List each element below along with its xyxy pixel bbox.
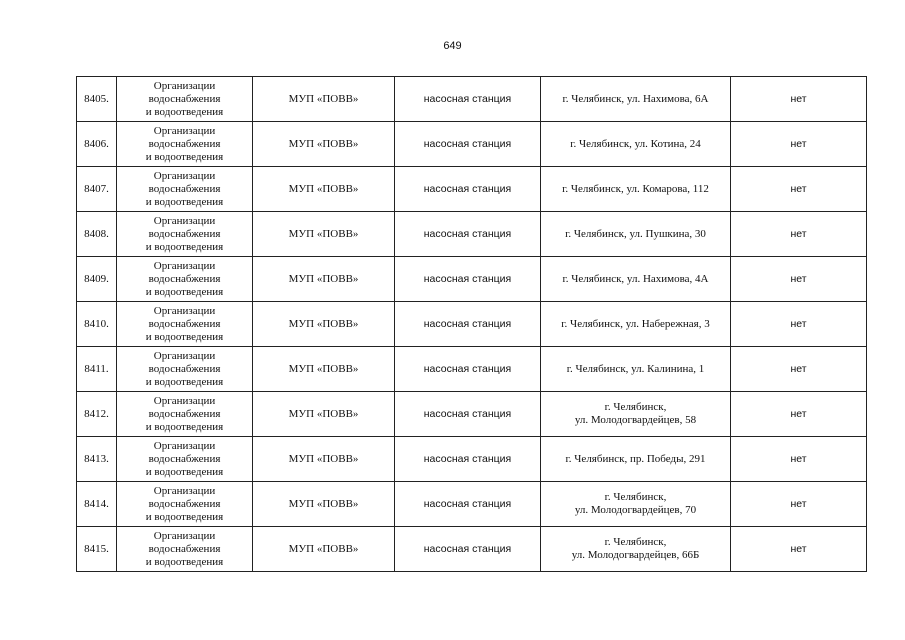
category-cell bbox=[117, 347, 253, 392]
organization-cell: МУП «ПОВВ» bbox=[253, 77, 395, 122]
table-row bbox=[77, 347, 867, 392]
category-line: Организации bbox=[153, 124, 216, 137]
category-line: Организации bbox=[153, 79, 216, 92]
category-cell bbox=[117, 302, 253, 347]
table-row bbox=[77, 257, 867, 302]
object-type-cell: насосная станция bbox=[395, 392, 541, 437]
category-cell bbox=[117, 392, 253, 437]
registry-table-body bbox=[77, 77, 867, 572]
organization-cell: МУП «ПОВВ» bbox=[253, 482, 395, 527]
category-line: и водоотведения bbox=[145, 150, 224, 163]
category-line: и водоотведения bbox=[145, 285, 224, 298]
category-line: водоснабжения bbox=[148, 542, 221, 555]
page-number: 649 bbox=[443, 40, 462, 52]
organization-cell: МУП «ПОВВ» bbox=[253, 527, 395, 572]
category-cell bbox=[117, 437, 253, 482]
category-line: Организации bbox=[153, 169, 216, 182]
object-type-cell: насосная станция bbox=[395, 527, 541, 572]
object-type-cell: насосная станция bbox=[395, 302, 541, 347]
row-number: 8415. bbox=[77, 527, 117, 572]
category-line: водоснабжения bbox=[148, 92, 221, 105]
category-line: водоснабжения bbox=[148, 452, 221, 465]
category-line: водоснабжения bbox=[148, 227, 221, 240]
category-cell bbox=[117, 212, 253, 257]
object-type-cell: насосная станция bbox=[395, 257, 541, 302]
address-cell bbox=[541, 302, 731, 347]
organization-cell: МУП «ПОВВ» bbox=[253, 437, 395, 482]
flag-cell: нет bbox=[731, 212, 867, 257]
category-line: Организации bbox=[153, 259, 216, 272]
object-type-cell: насосная станция bbox=[395, 122, 541, 167]
row-number: 8407. bbox=[77, 167, 117, 212]
table-row bbox=[77, 527, 867, 572]
address-line: г. Челябинск, ул. Нахимова, 4А bbox=[562, 272, 709, 285]
address-line: г. Челябинск, bbox=[604, 491, 667, 503]
address-line: г. Челябинск, ул. Набережная, 3 bbox=[561, 317, 710, 330]
address-line: ул. Молодогвардейцев, 58 bbox=[574, 414, 697, 426]
flag-cell: нет bbox=[731, 482, 867, 527]
category-cell bbox=[117, 167, 253, 212]
category-line: водоснабжения bbox=[148, 317, 221, 330]
table-row bbox=[77, 167, 867, 212]
address-line: ул. Молодогвардейцев, 66Б bbox=[571, 549, 700, 561]
address-line: г. Челябинск, bbox=[604, 401, 667, 413]
row-number: 8406. bbox=[77, 122, 117, 167]
category-cell bbox=[117, 482, 253, 527]
table-row bbox=[77, 437, 867, 482]
flag-cell: нет bbox=[731, 437, 867, 482]
category-line: водоснабжения bbox=[148, 272, 221, 285]
row-number: 8408. bbox=[77, 212, 117, 257]
category-cell bbox=[117, 257, 253, 302]
flag-cell: нет bbox=[731, 527, 867, 572]
category-line: Организации bbox=[153, 349, 216, 362]
table-row bbox=[77, 122, 867, 167]
object-type-cell: насосная станция bbox=[395, 77, 541, 122]
category-line: Организации bbox=[153, 304, 216, 317]
category-line: водоснабжения bbox=[148, 407, 221, 420]
row-number: 8410. bbox=[77, 302, 117, 347]
object-type-cell: насосная станция bbox=[395, 167, 541, 212]
address-line: г. Челябинск, ул. Калинина, 1 bbox=[566, 362, 705, 375]
flag-cell: нет bbox=[731, 347, 867, 392]
category-line: и водоотведения bbox=[145, 510, 224, 523]
address-cell bbox=[541, 347, 731, 392]
table-row bbox=[77, 77, 867, 122]
table-row bbox=[77, 212, 867, 257]
category-line: и водоотведения bbox=[145, 330, 224, 343]
organization-cell: МУП «ПОВВ» bbox=[253, 212, 395, 257]
category-line: водоснабжения bbox=[148, 137, 221, 150]
address-cell bbox=[541, 167, 731, 212]
category-line: и водоотведения bbox=[145, 240, 224, 253]
address-cell bbox=[541, 122, 731, 167]
category-line: Организации bbox=[153, 484, 216, 497]
address-cell bbox=[541, 392, 731, 437]
object-type-cell: насосная станция bbox=[395, 482, 541, 527]
registry-table bbox=[76, 76, 867, 572]
flag-cell: нет bbox=[731, 257, 867, 302]
row-number: 8409. bbox=[77, 257, 117, 302]
category-line: водоснабжения bbox=[148, 497, 221, 510]
address-line: г. Челябинск, ул. Комарова, 112 bbox=[562, 182, 709, 195]
address-line: г. Челябинск, ул. Котина, 24 bbox=[570, 137, 701, 150]
flag-cell: нет bbox=[731, 122, 867, 167]
flag-cell: нет bbox=[731, 392, 867, 437]
row-number: 8411. bbox=[77, 347, 117, 392]
object-type-cell: насосная станция bbox=[395, 437, 541, 482]
address-line: г. Челябинск, пр. Победы, 291 bbox=[565, 452, 706, 465]
table-row bbox=[77, 302, 867, 347]
category-line: водоснабжения bbox=[148, 362, 221, 375]
organization-cell: МУП «ПОВВ» bbox=[253, 122, 395, 167]
row-number: 8405. bbox=[77, 77, 117, 122]
category-line: Организации bbox=[153, 529, 216, 542]
organization-cell: МУП «ПОВВ» bbox=[253, 347, 395, 392]
category-line: Организации bbox=[153, 439, 216, 452]
category-cell bbox=[117, 122, 253, 167]
row-number: 8412. bbox=[77, 392, 117, 437]
category-line: и водоотведения bbox=[145, 465, 224, 478]
address-cell bbox=[541, 257, 731, 302]
address-cell bbox=[541, 212, 731, 257]
address-line: ул. Молодогвардейцев, 70 bbox=[574, 504, 697, 516]
row-number: 8414. bbox=[77, 482, 117, 527]
category-line: и водоотведения bbox=[145, 195, 224, 208]
category-line: водоснабжения bbox=[148, 182, 221, 195]
address-cell bbox=[541, 482, 731, 527]
category-line: Организации bbox=[153, 394, 216, 407]
flag-cell: нет bbox=[731, 77, 867, 122]
flag-cell: нет bbox=[731, 167, 867, 212]
category-cell bbox=[117, 77, 253, 122]
category-line: и водоотведения bbox=[145, 375, 224, 388]
category-line: и водоотведения bbox=[145, 420, 224, 433]
address-line: г. Челябинск, ул. Пушкина, 30 bbox=[565, 227, 706, 240]
table-row bbox=[77, 392, 867, 437]
address-cell bbox=[541, 437, 731, 482]
address-line: г. Челябинск, bbox=[604, 536, 667, 548]
organization-cell: МУП «ПОВВ» bbox=[253, 392, 395, 437]
organization-cell: МУП «ПОВВ» bbox=[253, 257, 395, 302]
organization-cell: МУП «ПОВВ» bbox=[253, 167, 395, 212]
category-line: и водоотведения bbox=[145, 105, 224, 118]
organization-cell: МУП «ПОВВ» bbox=[253, 302, 395, 347]
category-cell bbox=[117, 527, 253, 572]
address-line: г. Челябинск, ул. Нахимова, 6А bbox=[562, 92, 709, 105]
object-type-cell: насосная станция bbox=[395, 347, 541, 392]
category-line: Организации bbox=[153, 214, 216, 227]
address-cell bbox=[541, 527, 731, 572]
row-number: 8413. bbox=[77, 437, 117, 482]
table-row bbox=[77, 482, 867, 527]
address-cell bbox=[541, 77, 731, 122]
flag-cell: нет bbox=[731, 302, 867, 347]
object-type-cell: насосная станция bbox=[395, 212, 541, 257]
category-line: и водоотведения bbox=[145, 555, 224, 568]
